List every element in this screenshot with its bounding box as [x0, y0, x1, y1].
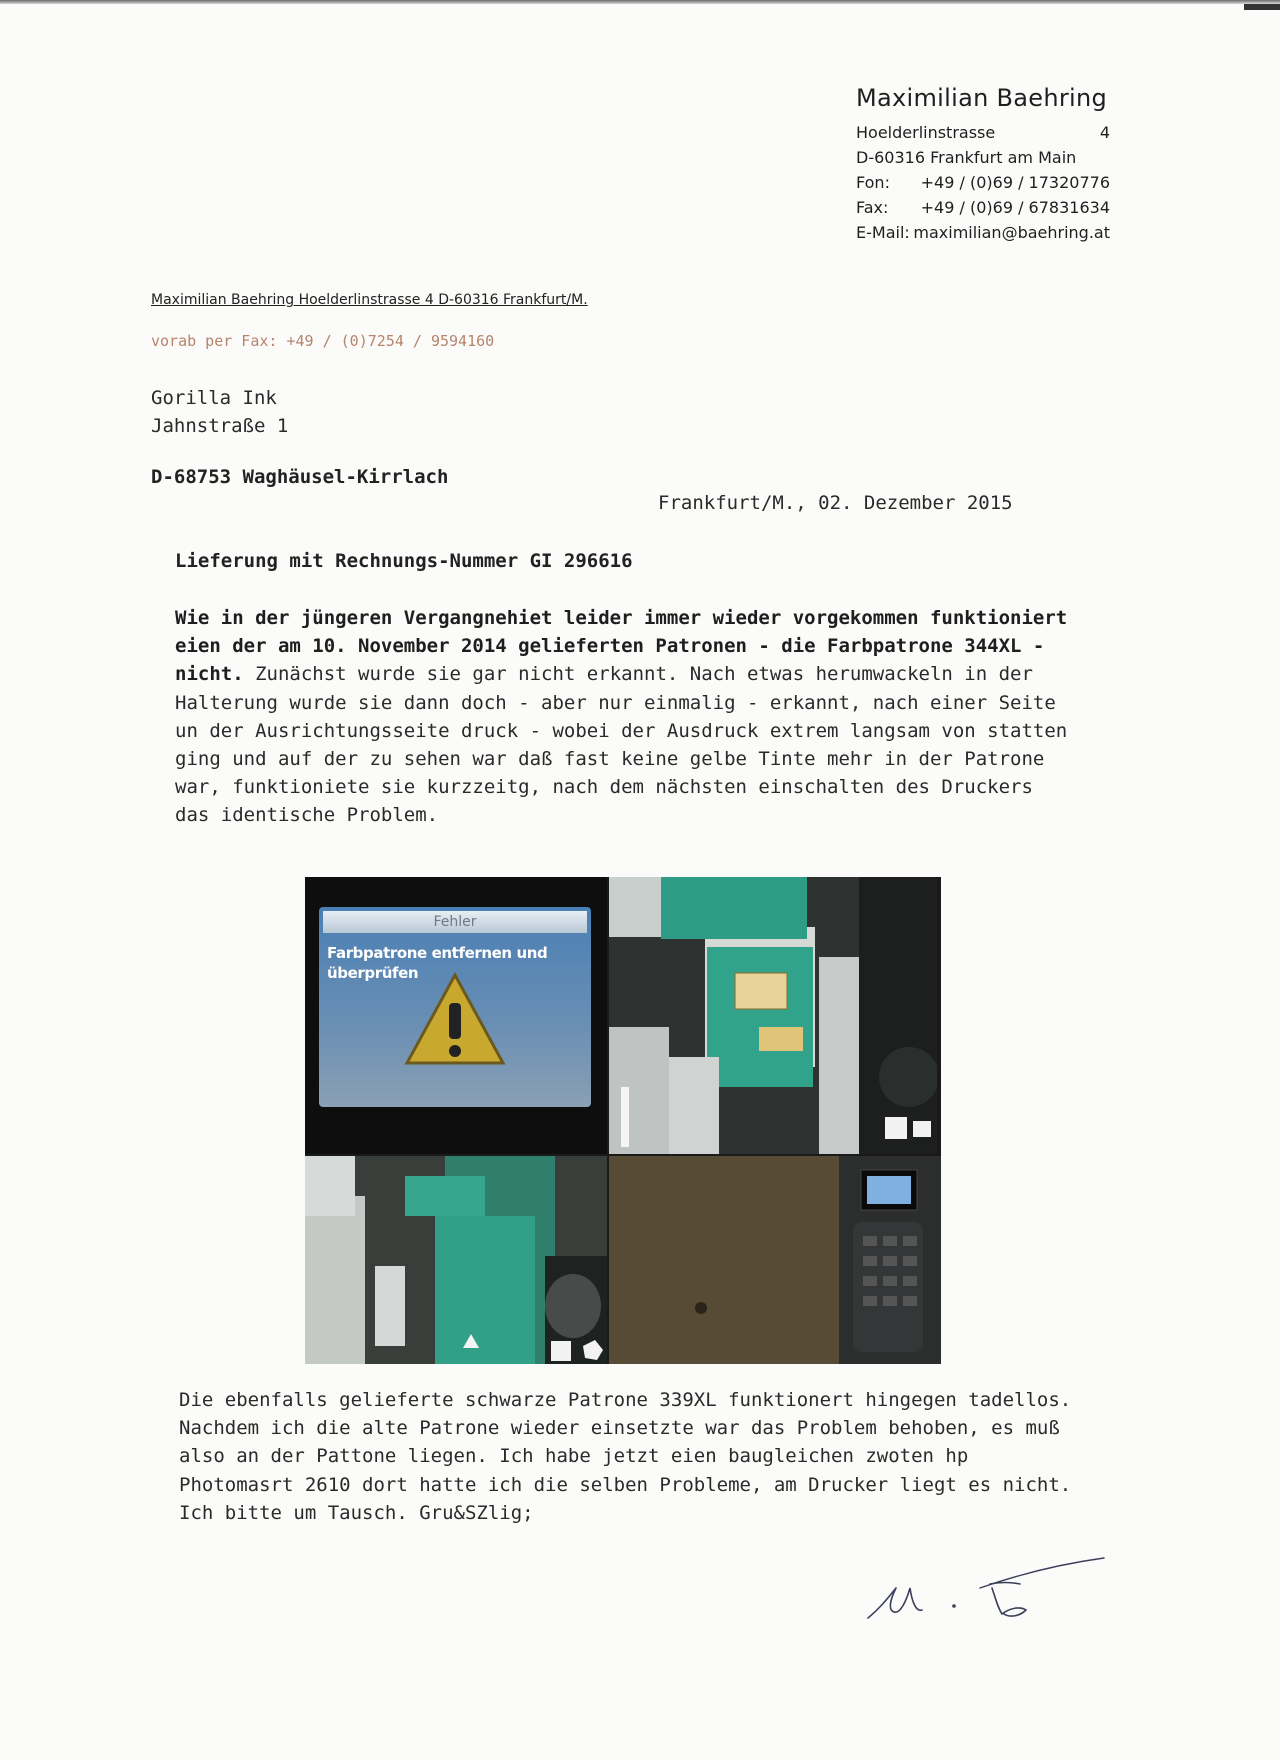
sender-phone-line — [856, 170, 1110, 195]
dateline: Frankfurt/M., 02. Dezember 2015 — [658, 492, 1013, 514]
printer-panel-image — [609, 1156, 941, 1364]
sender-city: D-60316 Frankfurt am Main — [856, 148, 1077, 167]
sender-street-line — [856, 120, 1110, 145]
fax-label: Fax: — [856, 198, 889, 217]
error-message: Farbpatrone entfernen und überprüfen — [327, 944, 548, 982]
recipient-city: D-68753 Waghäusel-Kirrlach — [151, 466, 449, 488]
recipient-street: Jahnstraße 1 — [151, 415, 289, 437]
scan-edge — [0, 0, 1280, 4]
body-paragraph-2: Die ebenfalls gelieferte schwarze Patrone 339XL funktionert hingegen tadellos. Nachdem ich die alte Patrone wieder einsetzte war das Problem behoben, es muß also an der Pattone liegen. Ich habe jetzt eien baugleichen zwoten hp Photomasrt 2610 dort hatte ich die selben Probleme, am Drucker liegt es nicht. Ich bitte um Tausch. Gru&SZlig; — [179, 1389, 1072, 1524]
cartridge-front-image — [305, 1156, 607, 1364]
phone-label: Fon: — [856, 173, 890, 192]
cartridge-holder-image — [609, 877, 937, 1154]
photo-cartridge-holder — [609, 877, 937, 1154]
sender-fax: +49 / (0)69 / 67831634 — [920, 198, 1110, 217]
sender-name: Maximilian Baehring — [856, 84, 1108, 112]
recipient-name: Gorilla Ink — [151, 387, 277, 409]
printer-display — [319, 907, 591, 1107]
sender-street: Hoelderlinstrasse — [856, 123, 996, 142]
sender-email: maximilian@baehring.at — [913, 223, 1110, 242]
scan-mark — [1244, 4, 1280, 10]
email-label: E-Mail: — [856, 223, 910, 242]
warning-icon — [403, 969, 507, 1069]
photo-cartridge-front — [305, 1156, 607, 1364]
body-paragraph-1-text: Zunächst wurde sie gar nicht erkannt. Nach etwas herumwackeln in der Halterung wurde sie dann doch - aber nur einmalig - erkannt, nach einer Seite un der Ausrichtungsseite druck - wobei der Ausdruck extrem langsam von statten ging und auf der zu sehen war daß fast keine gelbe Tinte mehr in der Patrone war, funktioniete sie kurzzeitg, nach dem nächsten einschalten des Druckers das identische Problem. — [175, 663, 1068, 827]
subject-line: Lieferung mit Rechnungs-Nummer GI 296616 — [175, 550, 633, 572]
sender-house-number: 4 — [1099, 123, 1110, 142]
letterhead — [856, 84, 1110, 245]
sender-fax-line — [856, 195, 1110, 220]
recipient-block — [151, 384, 288, 440]
photo-collage — [305, 877, 941, 1364]
signature-image — [860, 1548, 1110, 1628]
body-paragraph-1 — [175, 604, 1075, 830]
fax-notice: vorab per Fax: +49 / (0)7254 / 9594160 — [151, 332, 495, 350]
sender-phone: +49 / (0)69 / 17320776 — [920, 173, 1110, 192]
photo-printer-panel — [609, 1156, 941, 1364]
photo-printer-error-screen — [305, 877, 607, 1154]
sender-city-line — [856, 145, 1110, 170]
error-title: Fehler — [323, 911, 587, 933]
return-address: Maximilian Baehring Hoelderlinstrasse 4 D-60316 Frankfurt/M. — [151, 292, 588, 308]
sender-email-line — [856, 220, 1110, 245]
body-paragraph-1-bold: Wie in der jüngeren Vergangnehiet leider immer wieder vorgekommen funktioniert eien der am 10. November 2014 gelieferten Patronen - die Farbpatrone 344XL - nicht. — [175, 607, 1068, 686]
